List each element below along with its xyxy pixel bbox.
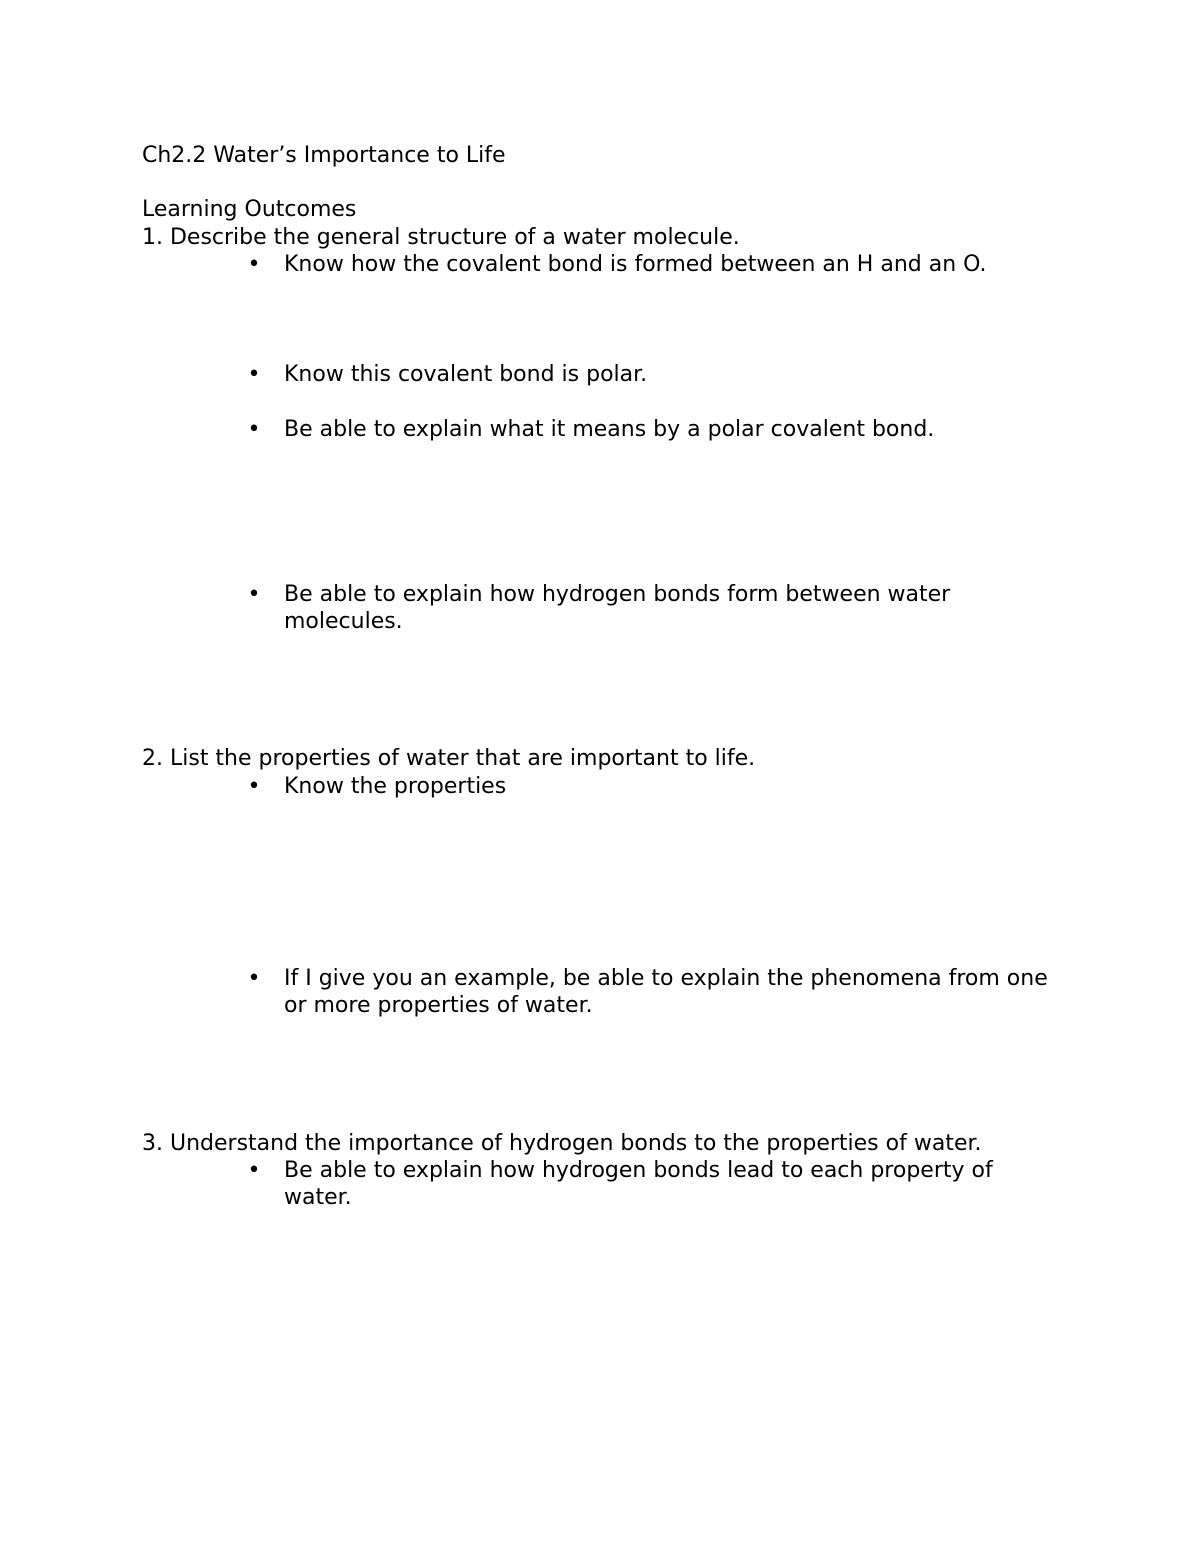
bullet-icon: •	[247, 582, 261, 607]
bullet-icon: •	[247, 1158, 261, 1183]
bullet-icon: •	[247, 966, 261, 991]
bullet-icon: •	[247, 362, 261, 387]
point-text: Be able to explain how hydrogen bonds lead to each property of water.	[284, 1158, 993, 1210]
outcome-1-heading: 1. Describe the general structure of a water molecule.	[142, 225, 740, 250]
outcome-2-point-1	[244, 773, 1064, 800]
point-text: Be able to explain what it means by a polar covalent bond.	[284, 417, 935, 442]
point-text: If I give you an example, be able to explain the phenomena from one or more properties of water.	[284, 966, 1048, 1018]
outcome-1-point-1	[244, 251, 1064, 278]
point-text: Know this covalent bond is polar.	[284, 362, 648, 387]
document-title: Ch2.2 Water’s Importance to Life	[142, 143, 506, 168]
point-text: Know the properties	[284, 774, 507, 799]
outcome-3-point-1	[244, 1157, 1064, 1211]
outcome-1-point-4	[244, 581, 1004, 635]
point-text: Be able to explain how hydrogen bonds form between water molecules.	[284, 582, 951, 634]
bullet-icon: •	[247, 252, 261, 277]
outcome-2-point-2	[244, 965, 1064, 1019]
outcome-3-heading: 3. Understand the importance of hydrogen bonds to the properties of water.	[142, 1131, 982, 1156]
outcome-1-point-2	[244, 361, 1064, 388]
bullet-icon: •	[247, 774, 261, 799]
outcome-2-heading: 2. List the properties of water that are important to life.	[142, 746, 756, 771]
bullet-icon: •	[247, 417, 261, 442]
section-heading: Learning Outcomes	[142, 197, 357, 222]
outcome-1-point-3	[244, 416, 1064, 443]
point-text: Know how the covalent bond is formed between an H and an O.	[284, 252, 987, 277]
